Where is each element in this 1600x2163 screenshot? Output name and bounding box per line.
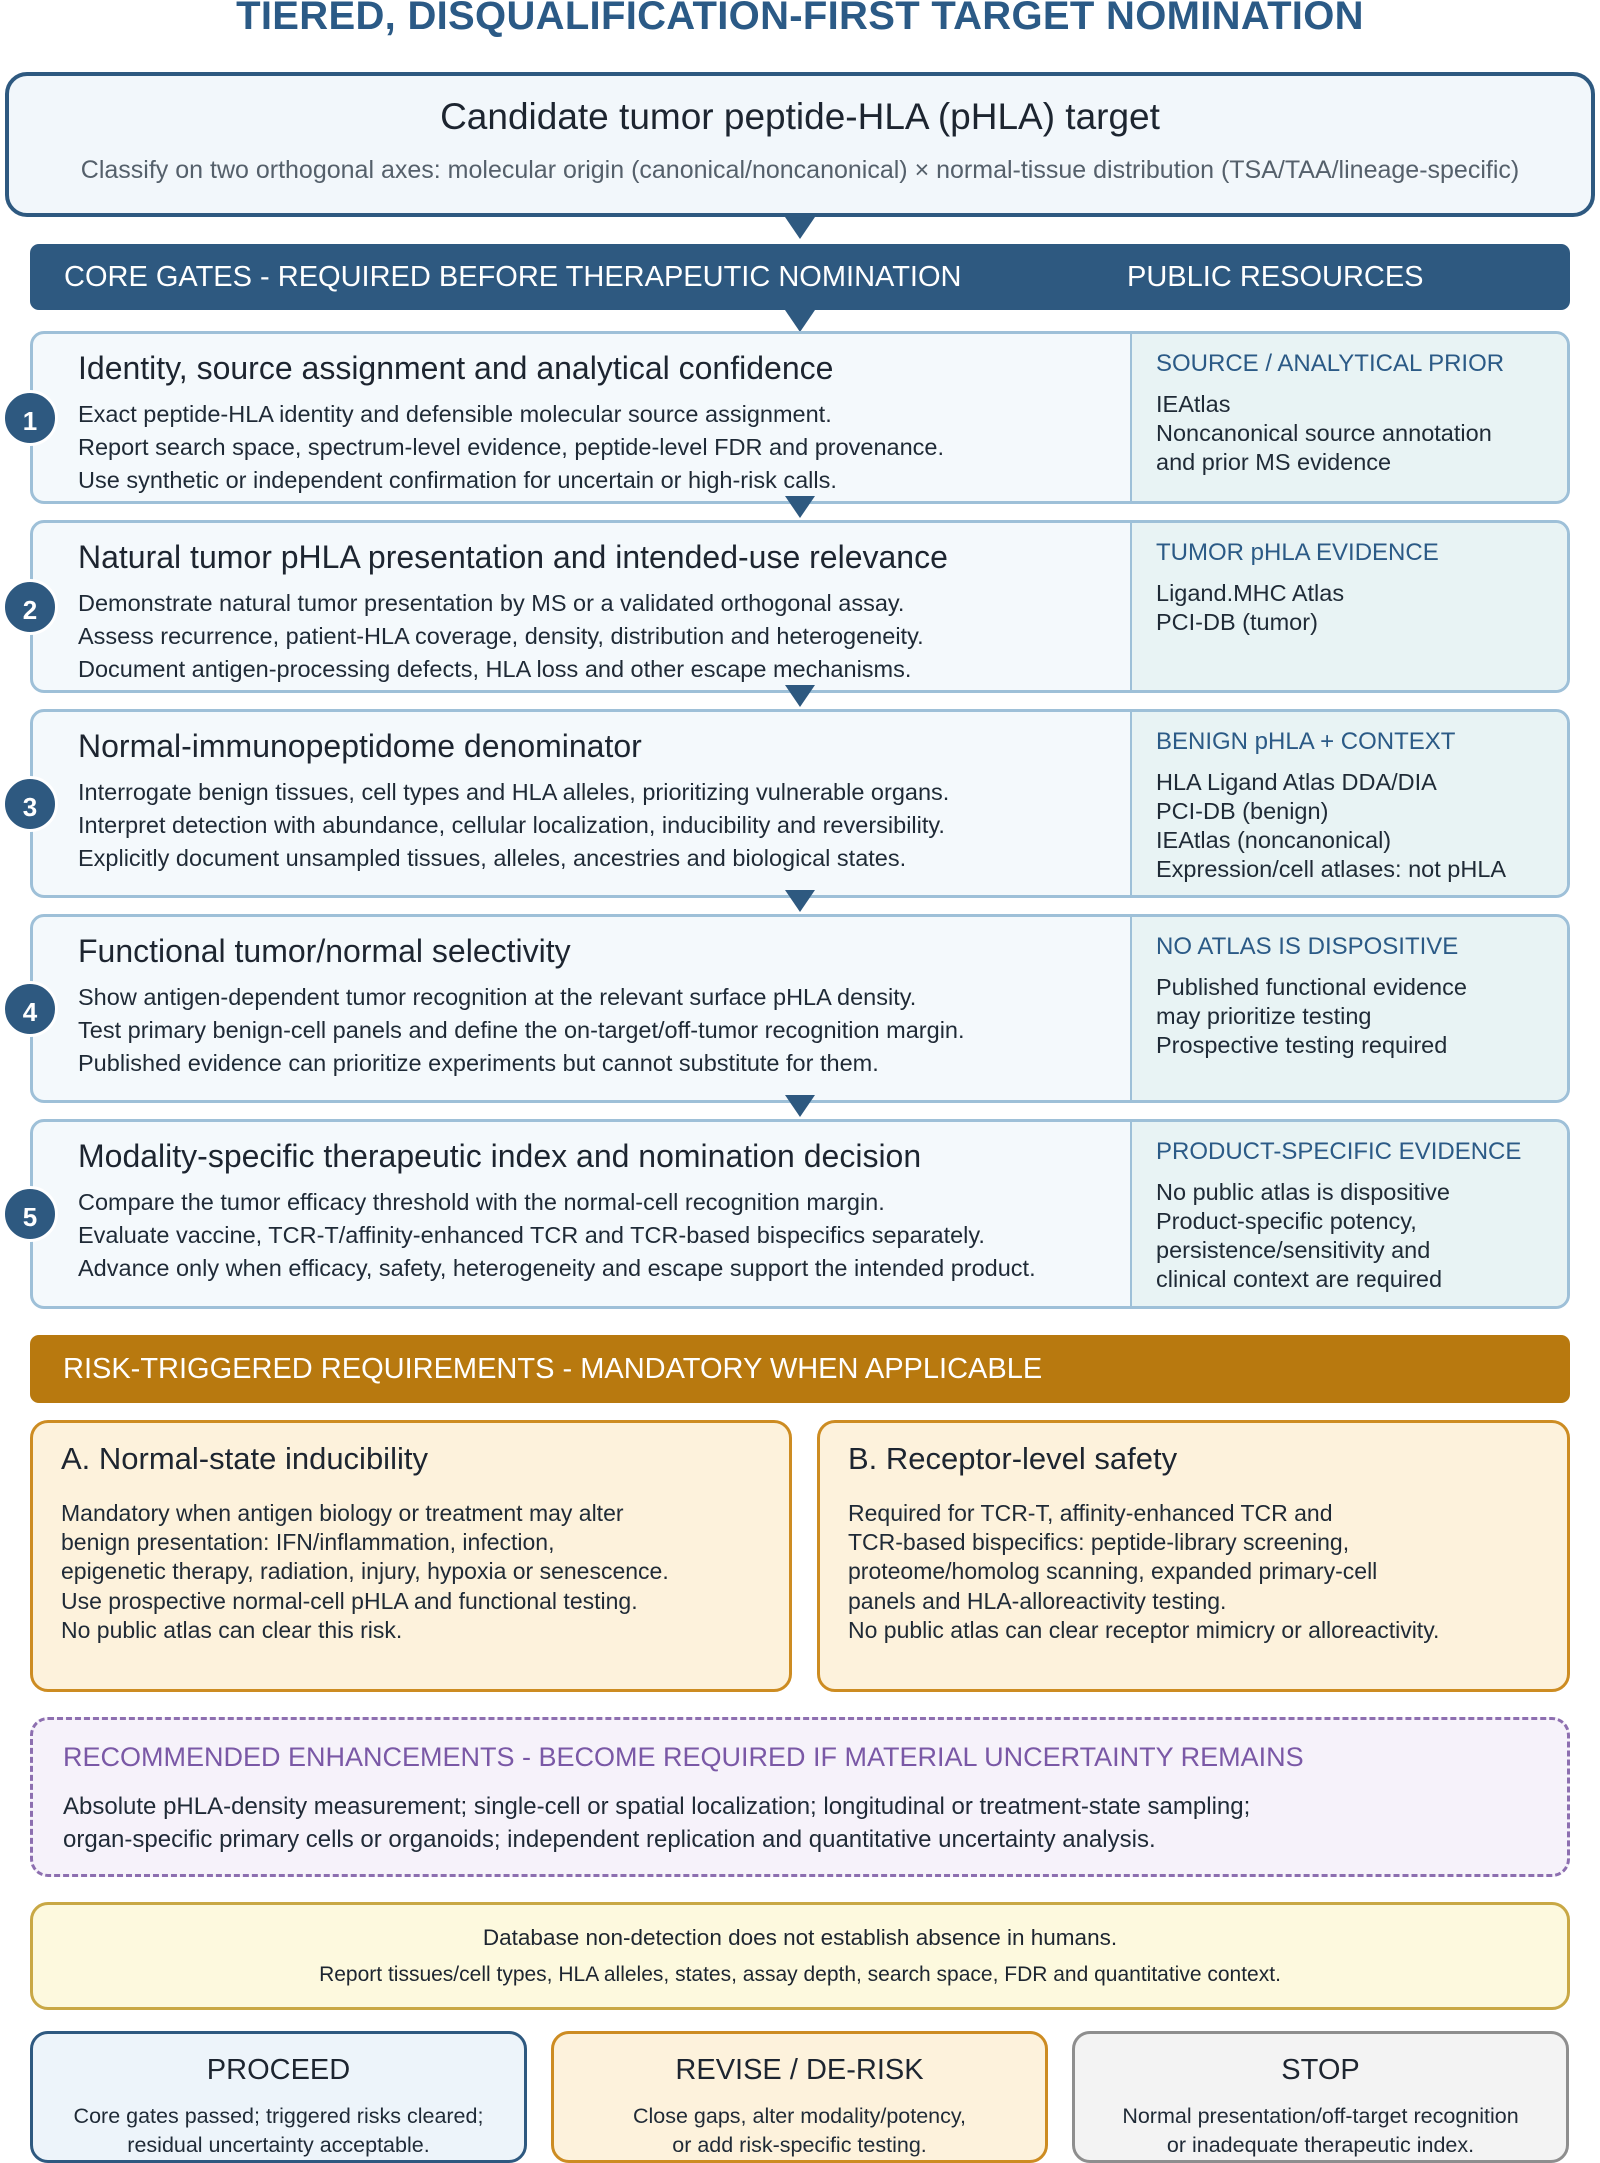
gate-2 xyxy=(30,520,1570,693)
recommended-line: organ-specific primary cells or organoids; independent replication and quantitative uncertainty analysis. xyxy=(63,1826,1156,1853)
decision-description xyxy=(1075,2102,1566,2160)
decision-description-line: Close gaps, alter modality/potency, xyxy=(632,2104,967,2128)
resource-heading: BENIGN pHLA + CONTEXT xyxy=(1156,728,1456,755)
risk-box-line: No public atlas can clear receptor mimicry or alloreactivity. xyxy=(848,1616,1440,1643)
gate-number-badge: 5 xyxy=(2,1186,58,1242)
risk-box-title: B. Receptor-level safety xyxy=(848,1441,1178,1476)
candidate-title: Candidate tumor peptide-HLA (pHLA) target xyxy=(440,96,1160,137)
resource-item: Noncanonical source annotation xyxy=(1156,420,1492,446)
flow-arrow xyxy=(785,310,815,332)
risk-box-line: benign presentation: IFN/inflammation, infection, xyxy=(61,1529,555,1556)
gate-resources xyxy=(1130,917,1567,1100)
gate-main xyxy=(33,1122,1130,1306)
decision-description xyxy=(554,2102,1045,2160)
gate-number-badge: 2 xyxy=(2,579,58,635)
gate-title: Modality-specific therapeutic index and nomination decision xyxy=(78,1138,922,1174)
decision-title: PROCEED xyxy=(206,2054,351,2086)
decision-title: STOP xyxy=(1281,2054,1360,2086)
resource-list xyxy=(1156,390,1492,477)
risk-box-body xyxy=(848,1499,1439,1645)
gate-description-line: Show antigen-dependent tumor recognition at the relevant surface pHLA density. xyxy=(78,984,917,1010)
risk-box-receptor-safety xyxy=(817,1420,1570,1692)
gate-description xyxy=(78,587,924,686)
resource-item: No public atlas is dispositive xyxy=(1156,1179,1450,1205)
database-note-line1: Database non-detection does not establish absence in humans. xyxy=(482,1925,1118,1950)
flow-arrow xyxy=(785,217,815,239)
recommended-title: RECOMMENDED ENHANCEMENTS - BECOME REQUIRED IF MATERIAL UNCERTAINTY REMAINS xyxy=(63,1742,1304,1772)
resource-heading: TUMOR pHLA EVIDENCE xyxy=(1156,539,1439,566)
risk-header-label: RISK-TRIGGERED REQUIREMENTS - MANDATORY WHEN APPLICABLE xyxy=(63,1353,1043,1385)
resource-item: HLA Ligand Atlas DDA/DIA xyxy=(1156,769,1437,795)
gate-1 xyxy=(30,331,1570,504)
gate-description xyxy=(78,398,944,497)
recommended-line: Absolute pHLA-density measurement; single-cell or spatial localization; longitudinal or treatment-state sampling; xyxy=(63,1793,1251,1820)
decision-stop xyxy=(1072,2031,1569,2163)
gate-description-line: Demonstrate natural tumor presentation by MS or a validated orthogonal assay. xyxy=(78,590,905,616)
resource-item: Product-specific potency, xyxy=(1156,1208,1417,1234)
decision-description-line: or inadequate therapeutic index. xyxy=(1166,2133,1475,2157)
gate-description-line: Explicitly document unsampled tissues, alleles, ancestries and biological states. xyxy=(78,845,907,871)
gate-number-badge: 4 xyxy=(2,981,58,1037)
resource-heading: PRODUCT-SPECIFIC EVIDENCE xyxy=(1156,1138,1522,1165)
flow-arrow xyxy=(785,890,815,912)
decision-description xyxy=(33,2102,524,2160)
resource-list xyxy=(1156,1178,1450,1294)
gate-description-line: Evaluate vaccine, TCR-T/affinity-enhanced TCR and TCR-based bispecifics separately. xyxy=(78,1222,985,1248)
risk-box-line: Mandatory when antigen biology or treatment may alter xyxy=(61,1500,624,1526)
gate-description-line: Assess recurrence, patient-HLA coverage, density, distribution and heterogeneity. xyxy=(78,623,924,649)
resource-item: Expression/cell atlases: not pHLA xyxy=(1156,856,1507,882)
resource-item: Prospective testing required xyxy=(1156,1032,1448,1058)
gate-number-badge: 1 xyxy=(2,390,58,446)
risk-box-body xyxy=(61,1499,669,1645)
resource-item: Published functional evidence xyxy=(1156,974,1467,1000)
gate-description-line: Compare the tumor efficacy threshold with the normal-cell recognition margin. xyxy=(78,1189,885,1215)
gate-description xyxy=(78,981,965,1080)
gate-number-badge: 3 xyxy=(2,776,58,832)
risk-box-inducibility xyxy=(30,1420,792,1692)
resource-list xyxy=(1156,768,1506,884)
decision-description-line: residual uncertainty acceptable. xyxy=(127,2133,430,2157)
gate-description-line: Published evidence can prioritize experiments but cannot substitute for them. xyxy=(78,1050,879,1076)
flow-arrow xyxy=(785,1095,815,1117)
public-resources-header-label: PUBLIC RESOURCES xyxy=(1127,261,1424,293)
risk-box-line: panels and HLA-alloreactivity testing. xyxy=(848,1587,1227,1614)
gate-description-line: Advance only when efficacy, safety, heterogeneity and escape support the intended product. xyxy=(78,1255,1036,1281)
risk-box-line: No public atlas can clear this risk. xyxy=(61,1616,403,1643)
resource-item: persistence/sensitivity and xyxy=(1156,1237,1431,1263)
resource-item: Ligand.MHC Atlas xyxy=(1156,580,1345,606)
recommended-enhancements xyxy=(30,1717,1570,1877)
core-gates-header-label: CORE GATES - REQUIRED BEFORE THERAPEUTIC NOMINATION xyxy=(64,261,962,293)
gate-description xyxy=(78,1186,1036,1285)
gate-description-line: Exact peptide-HLA identity and defensible molecular source assignment. xyxy=(78,401,832,427)
candidate-subtitle: Classify on two orthogonal axes: molecular origin (canonical/noncanonical) × normal-tissue distribution (TSA/TAA/lineage-specific) xyxy=(80,156,1520,184)
gate-title: Identity, source assignment and analytical confidence xyxy=(78,350,834,386)
recommended-body xyxy=(63,1790,1250,1856)
resource-list xyxy=(1156,579,1344,637)
gate-description-line: Use synthetic or independent confirmation for uncertain or high-risk calls. xyxy=(78,467,837,493)
gate-3 xyxy=(30,709,1570,898)
resource-item: and prior MS evidence xyxy=(1156,449,1392,475)
risk-box-line: TCR-based bispecifics: peptide-library screening, xyxy=(848,1529,1350,1556)
risk-box-line: Required for TCR-T, affinity-enhanced TCR and xyxy=(848,1500,1333,1526)
gate-description-line: Interpret detection with abundance, cellular localization, inducibility and reversibility. xyxy=(78,812,945,838)
gate-description-line: Report search space, spectrum-level evidence, peptide-level FDR and provenance. xyxy=(78,434,945,460)
risk-header xyxy=(30,1335,1570,1403)
gate-resources xyxy=(1130,334,1567,501)
decision-description-line: Normal presentation/off-target recognition xyxy=(1122,2104,1519,2128)
risk-box-title: A. Normal-state inducibility xyxy=(61,1441,428,1476)
risk-box-line: proteome/homolog scanning, expanded primary-cell xyxy=(848,1558,1378,1585)
decision-revise-de-risk xyxy=(551,2031,1048,2163)
resource-heading: NO ATLAS IS DISPOSITIVE xyxy=(1156,933,1459,960)
database-note xyxy=(30,1902,1570,2010)
decision-description-line: Core gates passed; triggered risks cleared; xyxy=(73,2104,484,2128)
resource-item: PCI-DB (tumor) xyxy=(1156,609,1318,635)
gate-description-line: Interrogate benign tissues, cell types and HLA alleles, prioritizing vulnerable organs. xyxy=(78,779,950,805)
flow-arrow xyxy=(785,685,815,707)
gate-title: Functional tumor/normal selectivity xyxy=(78,933,571,969)
candidate-box xyxy=(5,72,1595,217)
decision-proceed xyxy=(30,2031,527,2163)
resource-item: IEAtlas xyxy=(1156,391,1231,417)
gate-main xyxy=(33,712,1130,895)
gate-description-line: Document antigen-processing defects, HLA loss and other escape mechanisms. xyxy=(78,656,912,682)
gate-resources xyxy=(1130,712,1567,895)
gate-description-line: Test primary benign-cell panels and define the on-target/off-tumor recognition margin. xyxy=(78,1017,965,1043)
gate-title: Natural tumor pHLA presentation and intended-use relevance xyxy=(78,539,948,575)
resource-item: clinical context are required xyxy=(1156,1266,1443,1292)
gate-main xyxy=(33,917,1130,1100)
resource-list xyxy=(1156,973,1467,1060)
core-gates-header xyxy=(30,244,1570,310)
database-note-line2: Report tissues/cell types, HLA alleles, states, assay depth, search space, FDR and quantitative context. xyxy=(319,1963,1281,1986)
resource-item: may prioritize testing xyxy=(1156,1003,1372,1029)
gate-description xyxy=(78,776,949,875)
gate-5 xyxy=(30,1119,1570,1309)
decision-title: REVISE / DE-RISK xyxy=(675,2054,924,2086)
risk-box-line: Use prospective normal-cell pHLA and functional testing. xyxy=(61,1587,638,1614)
gate-resources xyxy=(1130,523,1567,690)
risk-box-line: epigenetic therapy, radiation, injury, hypoxia or senescence. xyxy=(61,1558,669,1585)
page-title: TIERED, DISQUALIFICATION-FIRST TARGET NOMINATION xyxy=(236,0,1364,38)
gate-main xyxy=(33,523,1130,690)
resource-item: IEAtlas (noncanonical) xyxy=(1156,827,1392,853)
gate-4 xyxy=(30,914,1570,1103)
flow-arrow xyxy=(785,496,815,518)
gate-title: Normal-immunopeptidome denominator xyxy=(78,728,642,764)
resource-heading: SOURCE / ANALYTICAL PRIOR xyxy=(1156,350,1505,377)
resource-item: PCI-DB (benign) xyxy=(1156,798,1329,824)
gate-main xyxy=(33,334,1130,501)
decision-description-line: or add risk-specific testing. xyxy=(672,2133,927,2157)
gate-resources xyxy=(1130,1122,1567,1306)
